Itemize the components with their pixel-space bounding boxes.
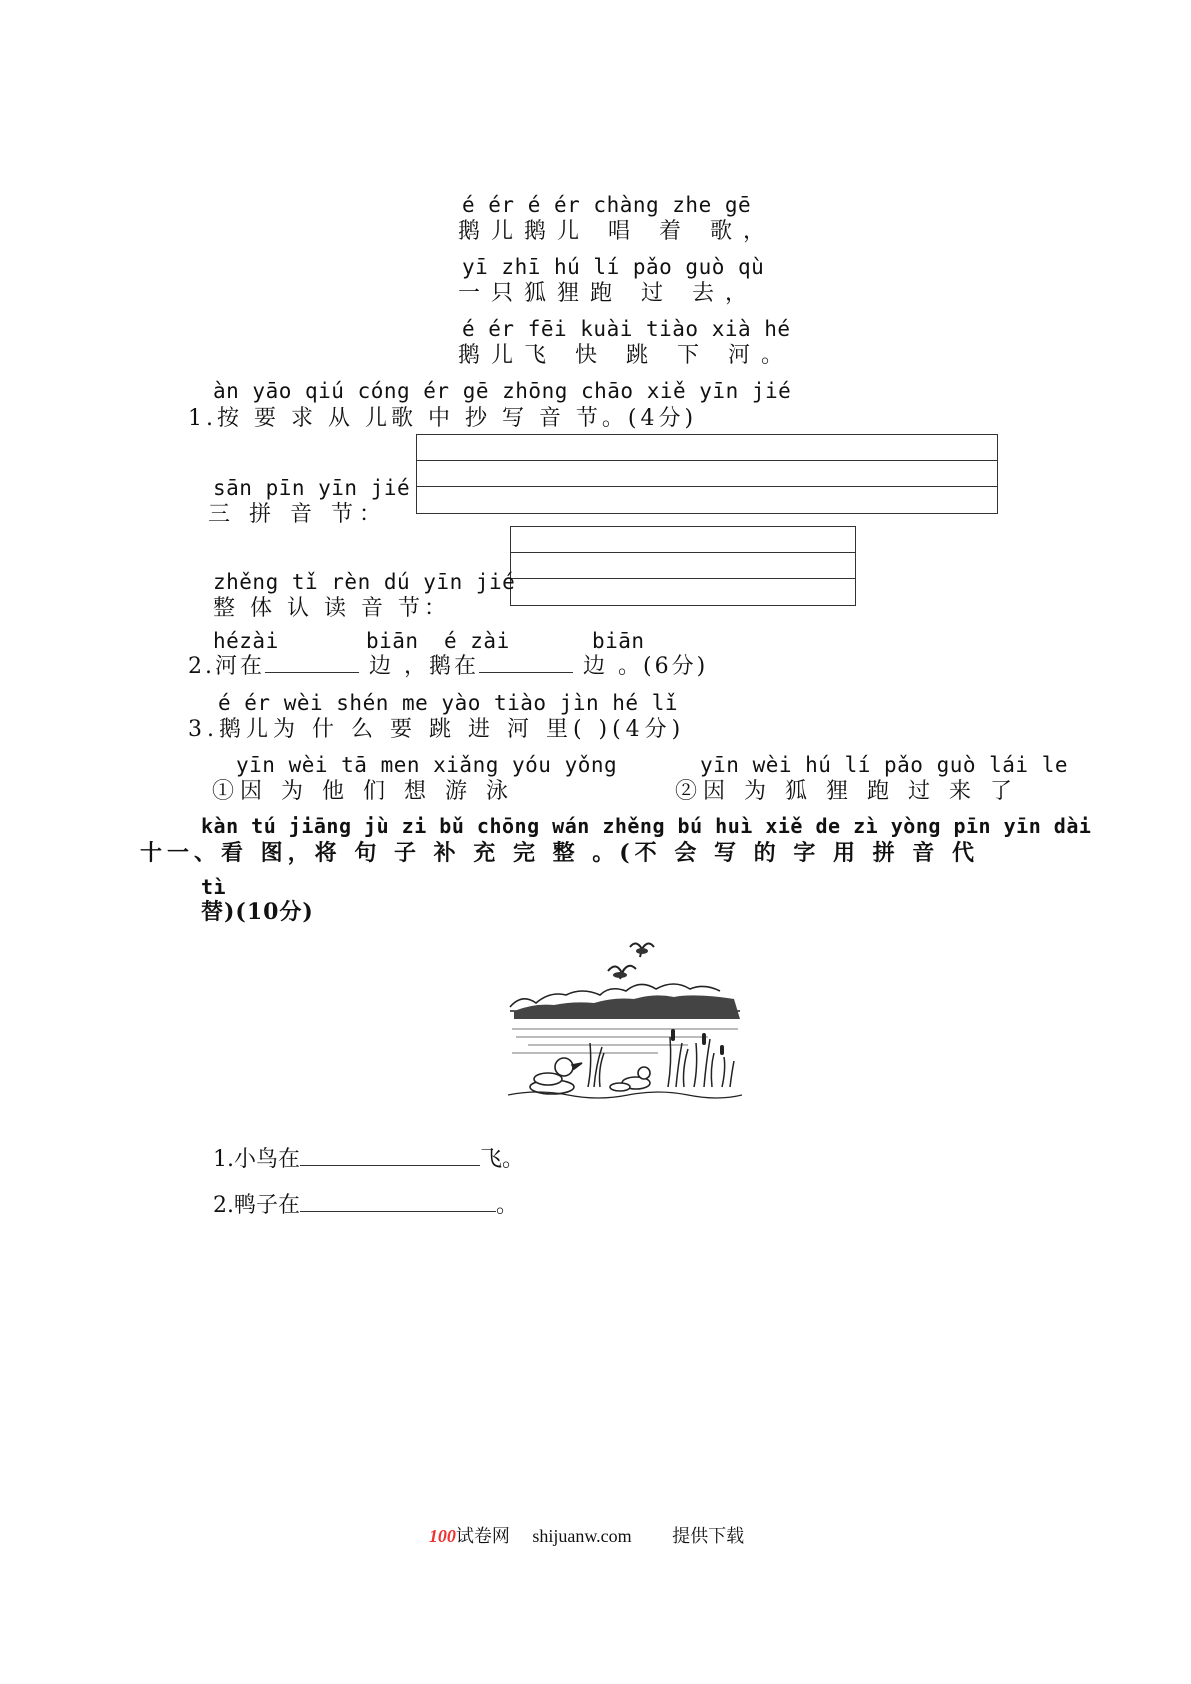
q3-text: 3.鹅儿为 什 么 要 跳 进 河 里( )(4分) [188,717,686,742]
q2-part3: 边 。(6分) [573,654,709,679]
fill2-after: 。 [496,1193,519,1218]
q2-pinyin-bian1: biān [366,629,419,653]
q1-pinyin: àn yāo qiú cóng ér gē zhōng chāo xiě yīn jié [213,379,792,403]
footer-watermark [0,1522,1191,1548]
fill2-blank[interactable] [300,1211,496,1212]
q3-opt1-pinyin: yīn wèi tā men xiǎng yóu yǒng [236,753,618,777]
zhengti-pinyin: zhěng tǐ rèn dú yīn jié [213,570,516,594]
q2-blank2[interactable] [479,672,573,673]
q2-part1: 2.河在 [188,654,265,679]
zhengti-answer-grid[interactable] [510,526,856,606]
q2-line [188,649,708,680]
section11-pinyin2: tì [201,875,227,899]
q2-pinyin-ezai: é zài [444,629,510,653]
q2-pinyin-hezai: hézài [213,629,279,653]
q3-pinyin: é ér wèi shén me yào tiào jìn hé lǐ [218,691,679,715]
q3-option1[interactable]: ①因 为 他 们 想 游 泳 [212,779,514,804]
fill-line-2 [213,1188,518,1219]
site-logo: 100 [428,1526,456,1546]
section11-title2: 替)(10分) [201,899,314,925]
fill-line-1 [213,1142,524,1173]
poem-line3-hanzi: 鹅儿飞 快 跳 下 河。 [458,343,794,368]
section11-title: 十一、看 图，将 句 子 补 充 完 整 。(不 会 写 的 字 用 拼 音 代 [140,840,979,866]
fill1-before: 1.小鸟在 [213,1147,300,1172]
q3-opt2-pinyin: yīn wèi hú lí pǎo guò lái le [700,753,1069,777]
q2-pinyin-bian2: biān [592,629,645,653]
poem-line2-pinyin: yī zhī hú lí pǎo guò qù [462,255,765,279]
poem-line1-pinyin: é ér é ér chàng zhe gē [462,193,752,217]
zhengti-label: 整 体 认 读 音 节： [213,596,450,621]
section11-pinyin: kàn tú jiāng jù zi bǔ chōng wán zhěng bú huì xiě de zì yòng pīn yīn dài [201,814,1092,838]
fill2-before: 2.鸭子在 [213,1193,300,1218]
poem-line3-pinyin: é ér fēi kuài tiào xià hé [462,317,791,341]
sanpin-answer-grid[interactable] [416,434,998,514]
pond-illustration [508,937,742,1099]
bird-icon [613,948,648,978]
sanpin-pinyin: sān pīn yīn jié [213,476,411,500]
fill1-blank[interactable] [300,1165,480,1166]
site-url[interactable]: shijuanw.com [532,1526,632,1546]
q2-blank1[interactable] [265,672,359,673]
q2-part2: 边 ，鹅在 [359,654,479,679]
poem-line2-hanzi: 一只狐狸跑 过 去， [458,281,758,306]
q3-option2[interactable]: ②因 为 狐 狸 跑 过 来 了 [675,779,1018,804]
download-note: 提供下载 [672,1526,745,1546]
fill1-after: 飞。 [480,1147,525,1172]
poem-line1-hanzi: 鹅儿鹅儿 唱 着 歌， [458,219,776,244]
sanpin-label: 三 拼 音 节： [208,502,387,527]
site-name: 试卷网 [455,1526,510,1546]
q1-text: 1.按 要 求 从 儿歌 中 抄 写 音 节。(4分) [188,406,698,431]
